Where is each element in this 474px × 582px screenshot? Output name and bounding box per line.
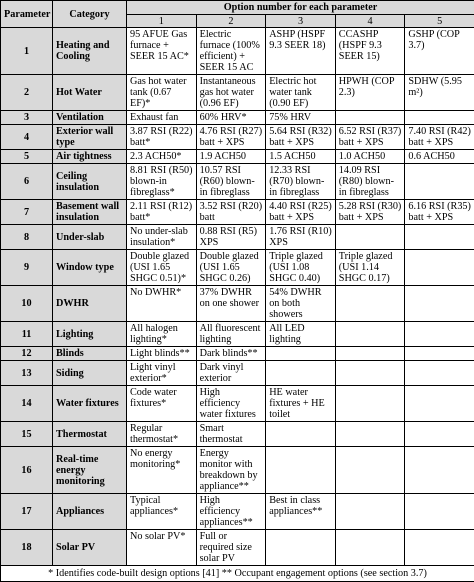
option-cell: 95 AFUE Gas furnace + SEER 15 AC* xyxy=(127,28,197,75)
option-cell xyxy=(405,286,474,322)
option-cell xyxy=(335,347,405,361)
table-row xyxy=(1,125,474,150)
header-category: Category xyxy=(53,1,127,28)
header-option-number: 4 xyxy=(335,15,405,28)
option-cell xyxy=(405,322,474,347)
header-option-number: 1 xyxy=(127,15,197,28)
parameter-number: 17 xyxy=(1,494,53,530)
option-cell: No under-slab insulation* xyxy=(127,225,197,250)
option-cell: ASHP (HSPF 9.3 SEER 18) xyxy=(266,28,336,75)
option-cell xyxy=(335,494,405,530)
table-row xyxy=(1,250,474,286)
option-cell: 4.76 RSI (R27) batt + XPS xyxy=(196,125,266,150)
parameter-number: 3 xyxy=(1,111,53,125)
header-option-number: 2 xyxy=(196,15,266,28)
option-cell: All LED lighting xyxy=(266,322,336,347)
category-name: Appliances xyxy=(53,494,127,530)
table-row xyxy=(1,28,474,75)
option-cell: Dark blinds** xyxy=(196,347,266,361)
option-cell xyxy=(266,447,336,494)
option-cell xyxy=(405,250,474,286)
option-cell: 6.52 RSI (R37) batt + XPS xyxy=(335,125,405,150)
option-cell: Energy monitor with breakdown by appliance** xyxy=(196,447,266,494)
option-cell: All halogen lighting* xyxy=(127,322,197,347)
option-cell: Triple glazed (USI 1.14 SHGC 0.17) xyxy=(335,250,405,286)
table-row xyxy=(1,447,474,494)
option-cell: 60% HRV* xyxy=(196,111,266,125)
parameter-number: 2 xyxy=(1,75,53,111)
table-row xyxy=(1,225,474,250)
option-cell: CCASHP (HSPF 9.3 SEER 15) xyxy=(335,28,405,75)
category-name: Water fixtures xyxy=(53,386,127,422)
option-cell: Exhaust fan xyxy=(127,111,197,125)
table-row xyxy=(1,386,474,422)
option-cell: SDHW (5.95 m²) xyxy=(405,75,474,111)
parameter-number: 4 xyxy=(1,125,53,150)
option-cell: 1.5 ACH50 xyxy=(266,150,336,164)
option-cell xyxy=(405,164,474,200)
parameter-number: 14 xyxy=(1,386,53,422)
option-cell xyxy=(405,494,474,530)
table-row xyxy=(1,111,474,125)
option-cell: Dark vinyl exterior xyxy=(196,361,266,386)
table-row xyxy=(1,75,474,111)
option-cell: HE water fixtures + HE toilet xyxy=(266,386,336,422)
option-cell: High efficiency appliances** xyxy=(196,494,266,530)
option-cell: 12.33 RSI (R70) blown-in fibreglass xyxy=(266,164,336,200)
option-cell xyxy=(405,347,474,361)
table-row xyxy=(1,200,474,225)
category-name: Air tightness xyxy=(53,150,127,164)
option-cell xyxy=(335,322,405,347)
parameter-number: 10 xyxy=(1,286,53,322)
option-cell xyxy=(335,225,405,250)
option-cell xyxy=(335,361,405,386)
category-name: Lighting xyxy=(53,322,127,347)
option-cell: Best in class appliances** xyxy=(266,494,336,530)
option-cell: HPWH (COP 2.3) xyxy=(335,75,405,111)
table-row xyxy=(1,150,474,164)
option-cell: 1.76 RSI (R10) XPS xyxy=(266,225,336,250)
category-name: Thermostat xyxy=(53,422,127,447)
parameter-number: 5 xyxy=(1,150,53,164)
table-row xyxy=(1,530,474,566)
option-cell xyxy=(405,361,474,386)
option-cell: 8.81 RSI (R50) blown-in fibreglass* xyxy=(127,164,197,200)
option-cell: 1.9 ACH50 xyxy=(196,150,266,164)
table-row xyxy=(1,286,474,322)
category-name: Basement wall insulation xyxy=(53,200,127,225)
table-row xyxy=(1,422,474,447)
option-cell: No solar PV* xyxy=(127,530,197,566)
option-cell xyxy=(335,286,405,322)
option-cell: 37% DWHR on one shower xyxy=(196,286,266,322)
option-cell xyxy=(405,111,474,125)
category-name: Exterior wall type xyxy=(53,125,127,150)
parameter-number: 18 xyxy=(1,530,53,566)
option-cell: 3.52 RSI (R20) batt xyxy=(196,200,266,225)
option-cell: No DWHR* xyxy=(127,286,197,322)
option-cell xyxy=(266,422,336,447)
category-name: Heating and Cooling xyxy=(53,28,127,75)
option-cell: Smart thermostat xyxy=(196,422,266,447)
category-name: Real-time energy monitoring xyxy=(53,447,127,494)
option-cell xyxy=(405,530,474,566)
option-cell: No energy monitoring* xyxy=(127,447,197,494)
option-cell: 2.11 RSI (R12) batt* xyxy=(127,200,197,225)
table-row xyxy=(1,164,474,200)
option-cell xyxy=(335,386,405,422)
option-cell: Typical appliances* xyxy=(127,494,197,530)
option-cell xyxy=(405,447,474,494)
category-name: Ventilation xyxy=(53,111,127,125)
option-cell: 2.3 ACH50* xyxy=(127,150,197,164)
option-cell: 6.16 RSI (R35) batt + XPS xyxy=(405,200,474,225)
parameter-number: 7 xyxy=(1,200,53,225)
header-options-title: Option number for each parameter xyxy=(127,1,474,15)
option-cell: Electric furnace (100% efficient) + SEER 15 AC xyxy=(196,28,266,75)
option-cell: 1.0 ACH50 xyxy=(335,150,405,164)
option-cell: Light blinds** xyxy=(127,347,197,361)
table-row xyxy=(1,322,474,347)
option-cell xyxy=(335,422,405,447)
header-option-number: 5 xyxy=(405,15,474,28)
parameter-number: 6 xyxy=(1,164,53,200)
table-footnote: * Identifies code-built design options [41] ** Occupant engagement options (see section 3.7) xyxy=(1,566,474,582)
option-cell: 5.64 RSI (R32) batt + XPS xyxy=(266,125,336,150)
option-cell: Double glazed (USI 1.65 SHGC 0.51)* xyxy=(127,250,197,286)
category-name: Ceiling insulation xyxy=(53,164,127,200)
option-cell: 5.28 RSI (R30) batt + XPS xyxy=(335,200,405,225)
option-cell: All fluorescent lighting xyxy=(196,322,266,347)
option-cell: Instantaneous gas hot water (0.96 EF) xyxy=(196,75,266,111)
parameter-number: 12 xyxy=(1,347,53,361)
parameter-number: 9 xyxy=(1,250,53,286)
option-cell xyxy=(405,422,474,447)
parameter-number: 13 xyxy=(1,361,53,386)
option-cell xyxy=(266,530,336,566)
table-row xyxy=(1,347,474,361)
category-name: Blinds xyxy=(53,347,127,361)
option-cell: Double glazed (USI 1.65 SHGC 0.26) xyxy=(196,250,266,286)
category-name: DWHR xyxy=(53,286,127,322)
parameter-number: 8 xyxy=(1,225,53,250)
option-cell: 54% DWHR on both showers xyxy=(266,286,336,322)
parameter-number: 16 xyxy=(1,447,53,494)
option-cell: Electric hot water tank (0.90 EF) xyxy=(266,75,336,111)
option-cell: Triple glazed (USI 1.08 SHGC 0.40) xyxy=(266,250,336,286)
option-cell: 0.88 RSI (R5) XPS xyxy=(196,225,266,250)
table-row xyxy=(1,361,474,386)
option-cell xyxy=(335,111,405,125)
option-cell: GSHP (COP 3.7) xyxy=(405,28,474,75)
category-name: Solar PV xyxy=(53,530,127,566)
option-cell xyxy=(335,447,405,494)
option-cell: Regular thermostat* xyxy=(127,422,197,447)
option-cell: 10.57 RSI (R60) blown-in fibreglass xyxy=(196,164,266,200)
option-cell: 3.87 RSI (R22) batt* xyxy=(127,125,197,150)
parameter-number: 11 xyxy=(1,322,53,347)
option-cell: 4.40 RSI (R25) batt + XPS xyxy=(266,200,336,225)
header-parameter: Parameter xyxy=(1,1,53,28)
option-cell: Light vinyl exterior* xyxy=(127,361,197,386)
parameter-number: 15 xyxy=(1,422,53,447)
option-cell: High efficiency water fixtures xyxy=(196,386,266,422)
option-cell: Code water fixtures* xyxy=(127,386,197,422)
option-cell: 7.40 RSI (R42) batt + XPS xyxy=(405,125,474,150)
table-row xyxy=(1,494,474,530)
parameter-number: 1 xyxy=(1,28,53,75)
category-name: Hot Water xyxy=(53,75,127,111)
option-cell: 14.09 RSI (R80) blown-in fibreglass xyxy=(335,164,405,200)
option-cell: Gas hot water tank (0.67 EF)* xyxy=(127,75,197,111)
option-cell: Full or required size solar PV xyxy=(196,530,266,566)
option-cell xyxy=(335,530,405,566)
category-name: Under-slab xyxy=(53,225,127,250)
option-cell xyxy=(405,386,474,422)
header-option-number: 3 xyxy=(266,15,336,28)
option-cell xyxy=(266,361,336,386)
category-name: Siding xyxy=(53,361,127,386)
option-cell: 75% HRV xyxy=(266,111,336,125)
option-cell xyxy=(266,347,336,361)
option-cell: 0.6 ACH50 xyxy=(405,150,474,164)
option-cell xyxy=(405,225,474,250)
category-name: Window type xyxy=(53,250,127,286)
